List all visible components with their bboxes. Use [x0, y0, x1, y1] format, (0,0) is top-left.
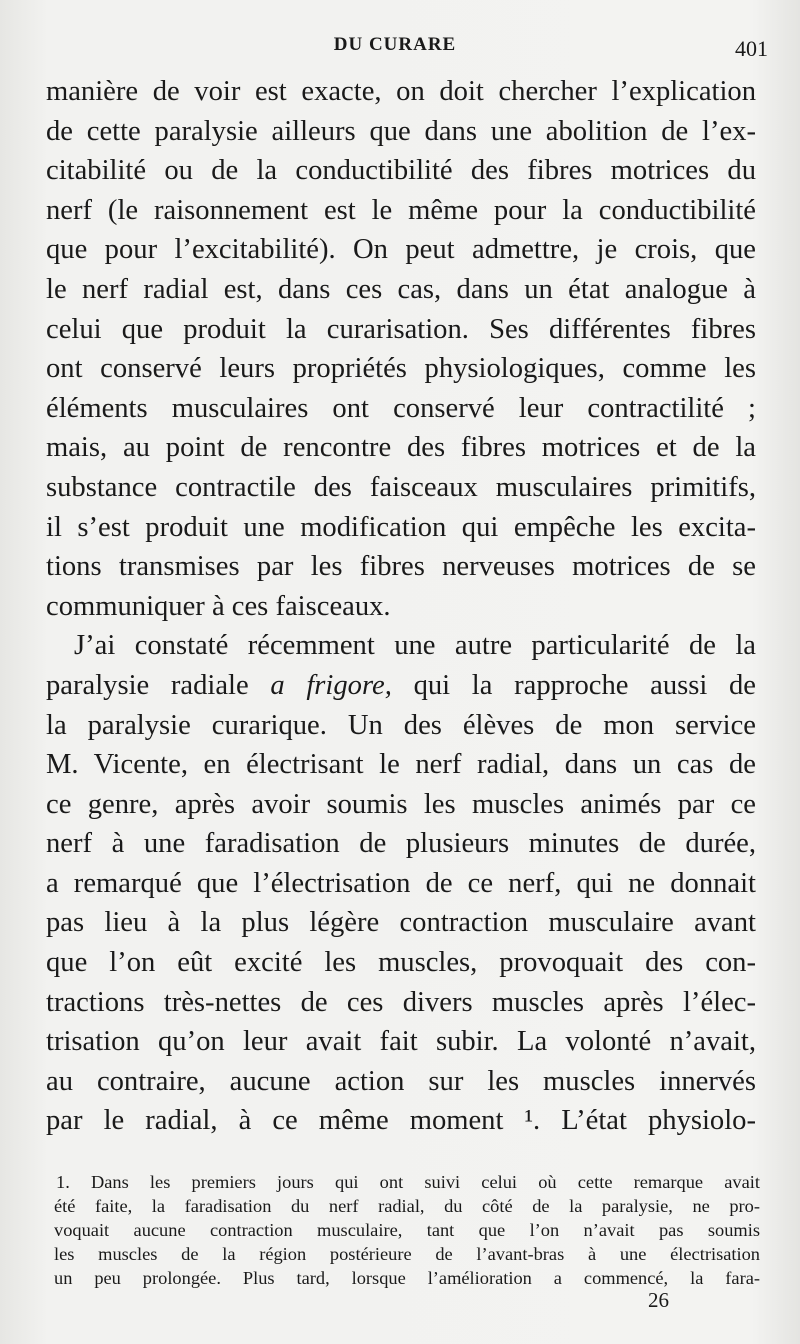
body-line: tractions très-nettes de ces divers muscles après l’élec-	[46, 986, 756, 1018]
footnote-line: été faite, la faradisation du nerf radial, du côté de la paralysie, ne pro-	[54, 1196, 760, 1216]
body-line: éléments musculaires ont conservé leur contractilité ;	[46, 392, 756, 424]
italic-phrase: a frigore,	[270, 669, 392, 701]
body-line: a remarqué que l’électrisation de ce nerf, qui ne donnait	[46, 867, 756, 899]
footnote-line: un peu prolongée. Plus tard, lorsque l’amélioration a commencé, la fara-	[54, 1268, 760, 1288]
running-head	[0, 30, 800, 64]
body-line-segment: qui la rapproche aussi de	[391, 669, 756, 701]
body-line: mais, au point de rencontre des fibres motrices et de la	[46, 432, 756, 464]
body-line: nerf (le raisonnement est le même pour la conductibilité	[46, 194, 756, 226]
body-line: il s’est produit une modification qui empêche les excita-	[46, 511, 756, 543]
footnote-line: 1. Dans les premiers jours qui ont suivi celui où cette remarque avait	[56, 1172, 760, 1192]
signature-mark: 26	[648, 1288, 669, 1312]
body-line: J’ai constaté récemment une autre particularité de la	[74, 630, 756, 662]
body-line: M. Vicente, en électrisant le nerf radial, dans un cas de	[46, 749, 756, 781]
body-line: au contraire, aucune action sur les muscles innervés	[46, 1065, 756, 1097]
body-line-segment: paralysie radiale	[46, 669, 271, 701]
body-line: trisation qu’on leur avait fait subir. La volonté n’avait,	[46, 1026, 756, 1058]
body-line: la paralysie curarique. Un des élèves de mon service	[46, 709, 756, 741]
body-line: celui que produit la curarisation. Ses différentes fibres	[46, 313, 756, 345]
body-line: substance contractile des faisceaux musculaires primitifs,	[46, 471, 756, 503]
body-line: par le radial, à ce même moment ¹. L’état physiolo-	[46, 1105, 756, 1137]
body-line: communiquer à ces faisceaux.	[46, 590, 391, 622]
body-line: tions transmises par les fibres nerveuses motrices de se	[46, 551, 756, 583]
body-line: le nerf radial est, dans ces cas, dans un état analogue à	[46, 273, 756, 305]
body-line: que l’on eût excité les muscles, provoquait des con-	[46, 947, 756, 979]
body-text	[46, 72, 756, 1141]
body-line-with-italic	[46, 666, 756, 706]
footnote-line: voquait aucune contraction musculaire, tant que l’on n’avait pas soumis	[54, 1220, 760, 1240]
body-line: ont conservé leurs propriétés physiologiques, comme les	[46, 353, 756, 385]
body-line: que pour l’excitabilité). On peut admettre, je crois, que	[46, 234, 756, 266]
running-title: DU CURARE	[333, 34, 457, 55]
page-number: 401	[735, 36, 768, 61]
body-line: de cette paralysie ailleurs que dans une abolition de l’ex-	[46, 115, 756, 147]
body-line: nerf à une faradisation de plusieurs minutes de durée,	[46, 828, 756, 860]
body-line: manière de voir est exacte, on doit chercher l’explication	[46, 76, 756, 107]
body-line: citabilité ou de la conductibilité des fibres motrices du	[46, 155, 756, 187]
body-line: ce genre, après avoir soumis les muscles animés par ce	[46, 788, 756, 820]
footnote	[54, 1170, 760, 1290]
body-line: pas lieu à la plus légère contraction musculaire avant	[46, 907, 756, 939]
footnote-line: les muscles de la région postérieure de l’avant-bras à une électrisation	[54, 1244, 760, 1264]
